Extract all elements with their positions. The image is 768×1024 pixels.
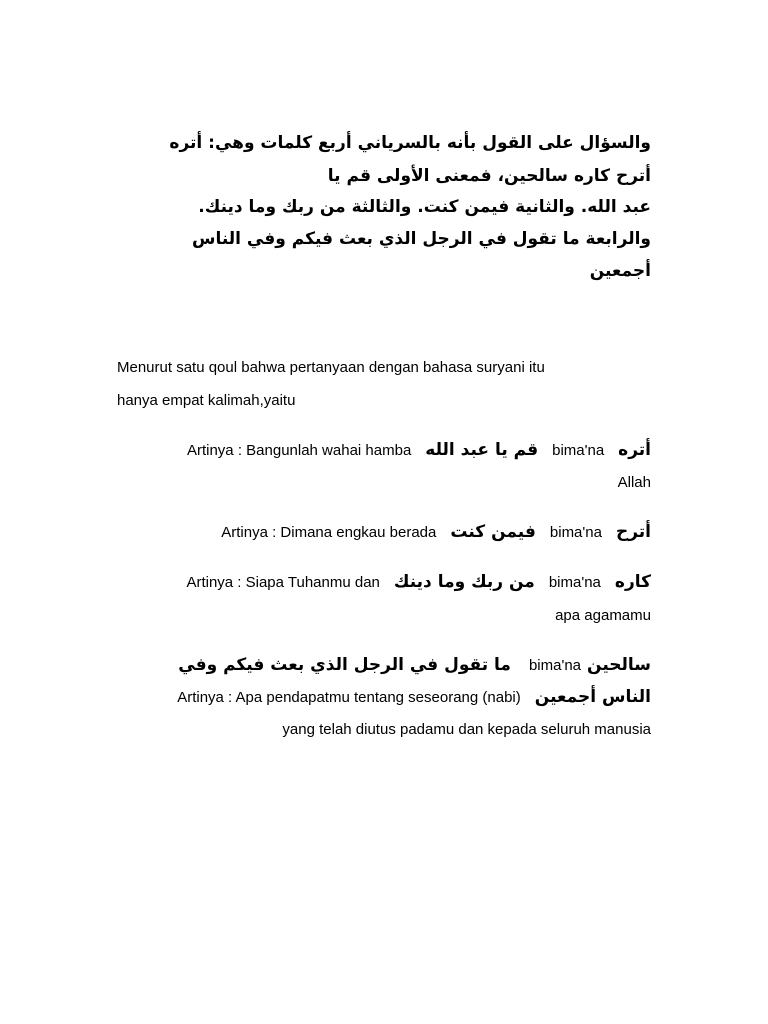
entry-2-row bbox=[221, 522, 651, 542]
entry-1-artinya: Artinya : Bangunlah wahai hamba bbox=[186, 442, 412, 459]
entry-2-word: أترح bbox=[615, 522, 651, 542]
entry-4-word: سالحين bbox=[587, 655, 651, 675]
entry-2-artinya: Artinya : Dimana engkau berada bbox=[221, 524, 437, 541]
arabic-paragraph-line-5: أجمعين bbox=[589, 261, 651, 281]
entry-1-row bbox=[187, 440, 651, 460]
entry-3-arabic-meaning: من ربك وما دينك bbox=[393, 572, 535, 592]
entry-4-arabic-meaning: ما تقول في الرجل الذي بعث فيكم وفي bbox=[178, 655, 511, 675]
entry-1-arabic-meaning: قم يا عبد الله bbox=[425, 440, 539, 460]
entry-3-row bbox=[186, 572, 651, 592]
arabic-paragraph-line-4: والرابعة ما تقول في الرجل الذي بعث فيكم وفي الناس bbox=[192, 229, 651, 249]
entry-4-row-2 bbox=[177, 687, 651, 707]
arabic-paragraph-line-3: عبد الله. والثانية فيمن كنت. والثالثة من ربك وما دينك. bbox=[198, 197, 651, 217]
entry-2-arabic-meaning: فيمن كنت bbox=[450, 522, 536, 542]
entry-3-word: كاره bbox=[614, 572, 651, 592]
intro-line-2: hanya empat kalimah,yaitu bbox=[117, 392, 296, 409]
entry-4-row bbox=[178, 655, 651, 675]
entry-1-bimana: bima'na bbox=[552, 442, 605, 459]
entry-4-artinya: Artinya : Apa pendapatmu tentang seseorang (nabi) bbox=[177, 689, 521, 706]
entry-1-continuation: Allah bbox=[617, 474, 651, 491]
entry-2-bimana: bima'na bbox=[549, 524, 602, 541]
entry-1-word: أتره bbox=[618, 440, 651, 460]
entry-4-continuation: yang telah diutus padamu dan kepada seluruh manusia bbox=[282, 721, 651, 738]
arabic-paragraph-line-1: والسؤال على القول بأنه بالسرياني أربع كلمات وهي: أتره bbox=[169, 133, 651, 153]
entry-3-bimana: bima'na bbox=[548, 574, 601, 591]
entry-3-artinya: Artinya : Siapa Tuhanmu dan bbox=[186, 574, 380, 591]
entry-4-arabic-meaning-2: الناس أجمعين bbox=[534, 687, 651, 707]
intro-line-1: Menurut satu qoul bahwa pertanyaan dengan bahasa suryani itu bbox=[117, 359, 545, 376]
arabic-paragraph-line-2: أترح كاره سالحين، فمعنى الأولى قم يا bbox=[327, 166, 651, 186]
entry-4-bimana: bima'na bbox=[528, 657, 582, 674]
entry-3-continuation: apa agamamu bbox=[555, 607, 651, 624]
